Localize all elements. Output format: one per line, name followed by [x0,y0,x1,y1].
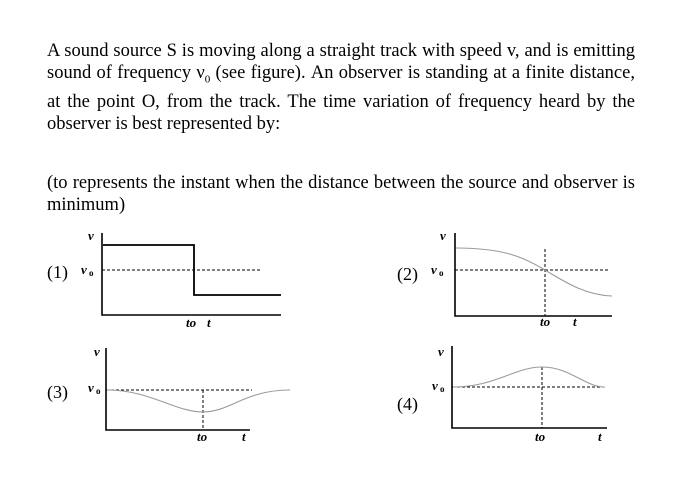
option-3-nu0-label: ν [88,380,94,395]
option-3-axes [106,348,250,430]
option-2-graph[interactable] [397,228,612,329]
option-2-t0-label: to [540,314,551,329]
option-1-graph[interactable] [47,228,281,330]
question-note: (to represents the instant when the distance between the source and observer is minimum) [47,173,635,215]
option-4-t0-label: to [535,429,546,444]
option-2-y-axis-label: ν [440,228,446,243]
option-4-nu0-label: ν [432,378,438,393]
option-2-nu0-subscript: o [439,268,444,278]
option-3-t0-label: to [197,429,208,444]
option-3-frequency-curve [107,390,290,412]
option-3-graph[interactable] [47,344,290,444]
option-3-label: (3) [47,382,68,402]
option-3-t-axis-label: t [242,429,246,444]
option-3-y-axis-label: ν [94,344,100,359]
option-1-label: (1) [47,262,68,282]
option-1-t0-label: to [186,315,197,330]
option-4-y-axis-label: ν [438,344,444,359]
option-2-axes [455,233,612,316]
option-4-t-axis-label: t [598,429,602,444]
option-4-nu0-subscript: o [440,384,445,394]
option-4-label: (4) [397,394,418,414]
option-2-frequency-curve [456,248,612,296]
question-text: A sound source S is moving along a straight track with speed v, and is emitting sound of frequency $\nu_0$ (see figure). An observer is standing at a finite distance, at the point O, from the track. The time variation of frequency heard by the observer is best represented by: [47,41,635,134]
option-4-graph[interactable] [397,344,607,444]
option-3-nu0-subscript: o [96,386,101,396]
option-2-nu0-label: ν [431,262,437,277]
option-4-frequency-curve [453,367,605,387]
option-1-nu0-label: ν [81,262,87,277]
option-2-t-axis-label: t [573,314,577,329]
option-1-nu0-subscript: o [89,268,94,278]
option-1-y-axis-label: ν [88,228,94,243]
option-1-t-axis-label: t [207,315,211,330]
option-2-label: (2) [397,264,418,284]
